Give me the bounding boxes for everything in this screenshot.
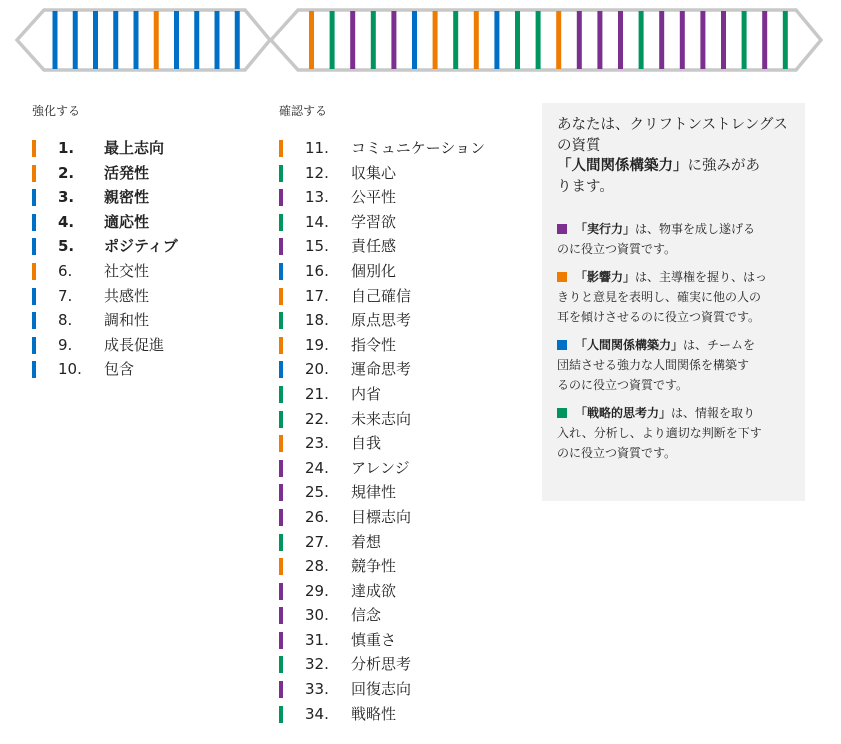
strip-bar-30 <box>700 11 705 69</box>
domain-name: 「実行力」 <box>575 222 636 236</box>
strip-bar-3 <box>93 11 98 69</box>
strength-name: 最上志向 <box>104 139 165 157</box>
strength-rank: 18. <box>305 311 329 330</box>
domain-text: のに役立つ資質です。 <box>557 242 677 256</box>
domain-color-bar <box>279 214 283 231</box>
strip-bar-5 <box>134 11 139 69</box>
strength-rank: 19. <box>305 335 329 354</box>
domain-text: きりと意見を表明し、確実に他の人の <box>557 290 762 304</box>
strip-bar-18 <box>453 11 458 69</box>
domain-text: 入れ、分析し、より適切な判断を下す <box>557 426 762 440</box>
domain-color-bar <box>279 706 283 723</box>
strength-name: 親密性 <box>104 188 150 207</box>
strength-rank: 9. <box>58 335 73 354</box>
info-intro <box>557 115 791 197</box>
domain-color-bar <box>279 238 283 255</box>
confirm-heading: 確認する <box>279 104 328 118</box>
domain-square-icon <box>557 272 567 282</box>
strength-rank: 12. <box>305 163 329 182</box>
strength-rank: 15. <box>305 237 329 256</box>
domain-desc-influencing <box>557 267 791 327</box>
strength-rank: 13. <box>305 188 329 207</box>
strength-rank: 3. <box>58 188 75 207</box>
domain-info-box <box>542 103 805 501</box>
domain-text: は、主導権を握り、はっ <box>635 270 768 284</box>
strength-rank: 17. <box>305 286 329 305</box>
domain-color-bar <box>279 312 283 329</box>
domain-color-bar <box>279 263 283 280</box>
domain-color-bar <box>32 165 36 182</box>
strength-rank: 33. <box>305 680 329 699</box>
strip-bar-32 <box>742 11 747 69</box>
domain-color-bar <box>279 681 283 698</box>
info-intro-line2: の資質 <box>557 137 601 154</box>
domain-color-bar <box>32 214 36 231</box>
domain-color-bar <box>32 288 36 305</box>
domain-color-bar <box>279 558 283 575</box>
strip-bar-12 <box>330 11 335 69</box>
strength-name: 調和性 <box>104 311 150 330</box>
strength-name: 共感性 <box>104 286 150 305</box>
strength-rank: 30. <box>305 606 329 625</box>
domain-desc-relationship-building <box>557 335 791 395</box>
strength-rank: 32. <box>305 655 329 674</box>
domain-color-bar <box>279 165 283 182</box>
strength-rank: 31. <box>305 630 329 649</box>
domain-square-icon <box>557 408 567 418</box>
strip-bar-24 <box>577 11 582 69</box>
strip-bar-28 <box>659 11 664 69</box>
strip-bar-1 <box>53 11 58 69</box>
strip-bar-15 <box>391 11 396 69</box>
strip-bar-29 <box>680 11 685 69</box>
strength-name: 運命思考 <box>351 360 412 379</box>
strength-name: 社交性 <box>104 261 150 280</box>
strength-name: 原点思考 <box>351 311 412 330</box>
domain-color-bar <box>32 140 36 157</box>
strength-rank: 1. <box>58 139 75 157</box>
strip-bar-16 <box>412 11 417 69</box>
domain-square-icon <box>557 340 567 350</box>
strength-name: 未来志向 <box>351 409 412 428</box>
domain-color-bar <box>279 583 283 600</box>
strength-name: 成長促進 <box>104 335 165 354</box>
domain-color-bar <box>279 607 283 624</box>
strength-rank: 27. <box>305 532 329 551</box>
strength-name: ポジティブ <box>104 237 178 256</box>
strip-bar-33 <box>762 11 767 69</box>
strength-name: 回復志向 <box>351 680 412 699</box>
strip-bar-19 <box>474 11 479 69</box>
strength-rank: 22. <box>305 409 329 428</box>
strength-rank: 10. <box>58 360 82 379</box>
strength-rank: 14. <box>305 212 329 231</box>
strength-rank: 28. <box>305 557 329 576</box>
strip-bar-23 <box>556 11 561 69</box>
strength-rank: 24. <box>305 458 329 477</box>
domain-text: のに役立つ資質です。 <box>557 446 677 460</box>
domain-color-bar <box>279 435 283 452</box>
strength-name: 包含 <box>104 360 135 379</box>
strength-rank: 29. <box>305 581 329 600</box>
strip-bar-26 <box>618 11 623 69</box>
strength-name: 内省 <box>351 384 382 403</box>
strength-name: 指令性 <box>351 335 397 354</box>
strip-bar-22 <box>536 11 541 69</box>
strip-bar-7 <box>174 11 179 69</box>
strength-name: 自我 <box>351 434 382 453</box>
strength-name: 目標志向 <box>351 507 412 526</box>
strength-name: 規律性 <box>351 483 397 502</box>
strength-rank: 20. <box>305 360 329 379</box>
strengthen-heading: 強化する <box>32 104 81 118</box>
strength-name: コミュニケーション <box>351 139 486 157</box>
domain-color-bar <box>32 361 36 378</box>
info-intro-line4: ります。 <box>557 178 614 195</box>
strength-name: 責任感 <box>351 237 397 256</box>
strip-bar-21 <box>515 11 520 69</box>
strength-name: 達成欲 <box>351 581 397 600</box>
strength-name: 自己確信 <box>351 286 412 305</box>
domain-text: は、チームを <box>683 338 756 352</box>
domain-color-bar <box>279 460 283 477</box>
strip-bar-31 <box>721 11 726 69</box>
domain-color-bar <box>279 656 283 673</box>
domain-text: は、物事を成し遂げる <box>635 222 756 236</box>
strip-bar-6 <box>154 11 159 69</box>
strip-bar-20 <box>494 11 499 69</box>
strength-name: 分析思考 <box>351 655 412 674</box>
strength-name: 学習欲 <box>351 212 397 231</box>
domain-text: 耳を傾けさせるのに役立つ資質です。 <box>557 310 761 324</box>
strip-bar-2 <box>73 11 78 69</box>
strip-bar-34 <box>783 11 788 69</box>
strip-bar-4 <box>113 11 118 69</box>
strip-bar-10 <box>235 11 240 69</box>
domain-color-bar <box>32 312 36 329</box>
strength-name: アレンジ <box>351 458 410 477</box>
info-intro-line1: あなたは、クリフトンストレングス <box>557 117 788 133</box>
domain-color-bar <box>279 386 283 403</box>
strength-rank: 4. <box>58 212 75 231</box>
domain-square-icon <box>557 224 567 234</box>
domain-desc-executing <box>557 219 791 259</box>
domain-color-bar <box>279 140 283 157</box>
domain-color-bar <box>279 632 283 649</box>
domain-color-bar <box>32 337 36 354</box>
strength-name: 収集心 <box>351 163 397 182</box>
strength-name: 個別化 <box>351 261 397 280</box>
strengths-color-strip <box>0 0 841 80</box>
strip-bar-13 <box>350 11 355 69</box>
domain-color-bar <box>32 238 36 255</box>
domain-color-bar <box>279 534 283 551</box>
info-intro-rest: に強みがあ <box>687 158 760 174</box>
strength-name: 公平性 <box>351 188 397 207</box>
domain-descriptions <box>557 219 791 463</box>
strength-rank: 5. <box>58 237 75 256</box>
strength-rank: 8. <box>58 311 73 330</box>
domain-name: 「戦略的思考力」 <box>575 406 672 420</box>
strip-bar-25 <box>597 11 602 69</box>
strength-name: 慎重さ <box>351 630 397 649</box>
info-intro-strong: 「人間関係構築力」 <box>557 158 688 174</box>
domain-name: 「人間関係構築力」 <box>575 338 684 352</box>
domain-color-bar <box>279 189 283 206</box>
strength-rank: 11. <box>305 139 329 157</box>
domain-desc-strategic-thinking <box>557 403 791 463</box>
strip-bar-17 <box>433 11 438 69</box>
strength-rank: 21. <box>305 384 329 403</box>
strip-bar-11 <box>309 11 314 69</box>
domain-color-bar <box>32 263 36 280</box>
strength-name: 競争性 <box>351 557 397 576</box>
domain-color-bar <box>279 361 283 378</box>
domain-name: 「影響力」 <box>575 270 636 284</box>
strength-name: 戦略性 <box>351 704 397 723</box>
domain-color-bar <box>279 484 283 501</box>
strip-bar-8 <box>194 11 199 69</box>
strength-rank: 16. <box>305 261 329 280</box>
strength-rank: 7. <box>58 286 73 305</box>
strength-name: 着想 <box>351 532 382 551</box>
domain-color-bar <box>279 288 283 305</box>
domain-text: 団結させる強力な人間関係を構築す <box>557 358 750 372</box>
strength-name: 活発性 <box>104 163 150 182</box>
domain-text: るのに役立つ資質です。 <box>557 378 689 392</box>
strength-rank: 26. <box>305 507 329 526</box>
strength-rank: 23. <box>305 434 329 453</box>
strength-rank: 25. <box>305 483 329 502</box>
strip-bar-27 <box>639 11 644 69</box>
domain-color-bar <box>279 337 283 354</box>
strip-bar-9 <box>215 11 220 69</box>
strength-name: 信念 <box>351 606 382 625</box>
strength-rank: 34. <box>305 704 329 723</box>
domain-text: は、情報を取り <box>671 406 756 420</box>
domain-color-bar <box>32 189 36 206</box>
strength-rank: 2. <box>58 163 75 182</box>
strength-name: 適応性 <box>104 212 150 231</box>
strip-bar-14 <box>371 11 376 69</box>
domain-color-bar <box>279 509 283 526</box>
strength-rank: 6. <box>58 261 73 280</box>
domain-color-bar <box>279 411 283 428</box>
